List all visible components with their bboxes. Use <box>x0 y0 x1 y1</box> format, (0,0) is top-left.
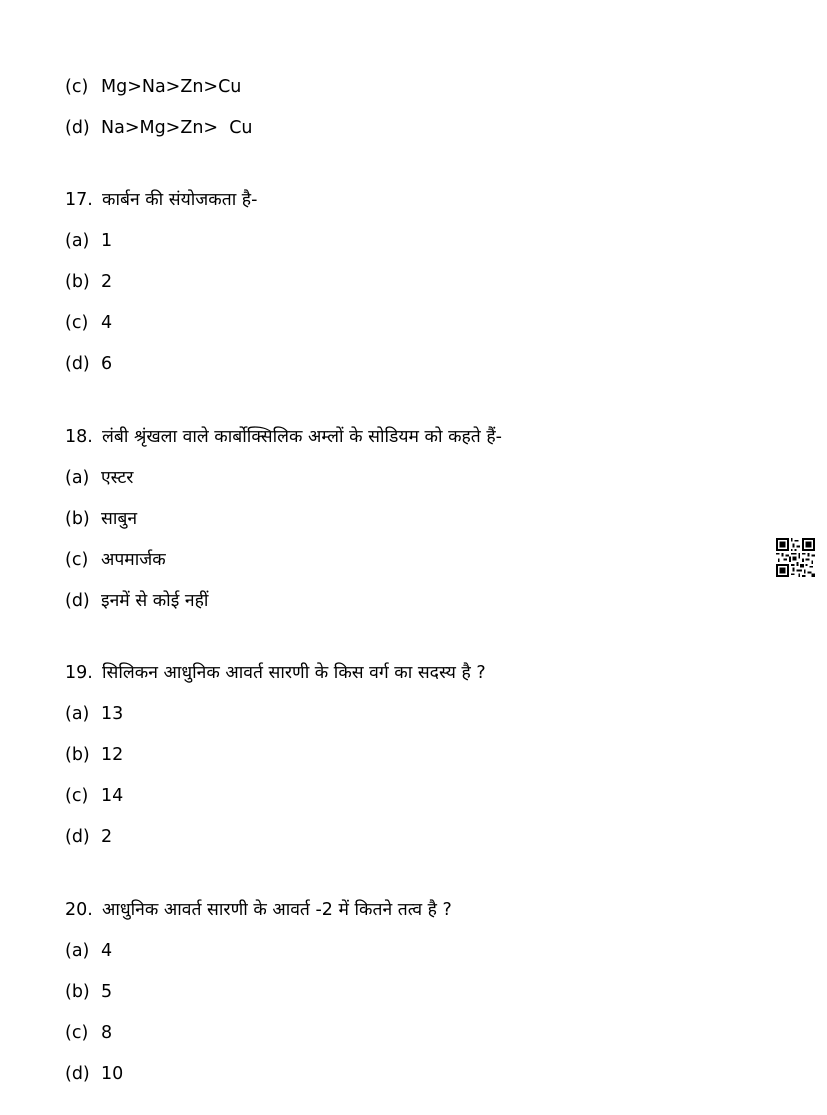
option-label: (c) <box>65 313 89 333</box>
question-text: सिलिकन आधुनिक आवर्त सारणी के किस वर्ग का सदस्य है ? <box>102 663 486 683</box>
option-text: 8 <box>101 1023 113 1043</box>
option-line <box>65 826 112 848</box>
option-label: (b) <box>65 982 90 1002</box>
option-label: (d) <box>65 591 90 611</box>
option-line <box>65 703 123 725</box>
option-label: (c) <box>65 786 89 806</box>
option-label: (c) <box>65 77 89 97</box>
option-text: 13 <box>101 704 124 724</box>
option-line <box>65 312 112 334</box>
option-text: 1 <box>101 231 113 251</box>
option-label: (a) <box>65 704 90 724</box>
question-line <box>65 662 486 684</box>
option-line <box>65 467 133 489</box>
option-label: (a) <box>65 468 90 488</box>
question-text: आधुनिक आवर्त सारणी के आवर्त -2 में कितने तत्व है ? <box>102 900 452 920</box>
question-text: कार्बन की संयोजकता है- <box>102 190 258 210</box>
option-line <box>65 353 112 375</box>
option-text: 12 <box>101 745 124 765</box>
question-text: लंबी श्रृंखला वाले कार्बोक्सिलिक अम्लों के सोडियम को कहते हैं- <box>102 427 502 447</box>
option-line <box>65 785 123 807</box>
option-line <box>65 76 241 98</box>
option-text: 2 <box>101 272 113 292</box>
question-number: 17. <box>65 190 93 210</box>
question-line <box>65 426 502 448</box>
question-number: 19. <box>65 663 93 683</box>
option-text: 5 <box>101 982 113 1002</box>
option-line <box>65 590 208 612</box>
option-label: (c) <box>65 550 89 570</box>
option-line <box>65 230 112 252</box>
option-text: 14 <box>101 786 124 806</box>
option-line <box>65 549 166 571</box>
option-line <box>65 271 112 293</box>
option-text: एस्टर <box>101 468 134 488</box>
question-number: 20. <box>65 900 93 920</box>
question-number: 18. <box>65 427 93 447</box>
option-label: (d) <box>65 354 90 374</box>
option-text: Na>Mg>Zn> Cu <box>101 118 253 138</box>
option-line <box>65 117 253 139</box>
option-line <box>65 1063 123 1085</box>
option-text: 6 <box>101 354 113 374</box>
option-label: (b) <box>65 272 90 292</box>
option-label: (d) <box>65 827 90 847</box>
option-text: Mg>Na>Zn>Cu <box>101 77 242 97</box>
question-line <box>65 189 257 211</box>
question-line <box>65 899 452 921</box>
option-label: (a) <box>65 941 90 961</box>
option-line <box>65 981 112 1003</box>
option-label: (b) <box>65 509 90 529</box>
qr-code-icon <box>776 538 815 577</box>
option-line <box>65 1022 112 1044</box>
option-label: (c) <box>65 1023 89 1043</box>
option-line <box>65 508 137 530</box>
option-text: 10 <box>101 1064 124 1084</box>
option-text: 2 <box>101 827 113 847</box>
option-text: 4 <box>101 313 113 333</box>
option-label: (d) <box>65 118 90 138</box>
option-label: (b) <box>65 745 90 765</box>
option-text: अपमार्जक <box>101 550 166 570</box>
option-text: साबुन <box>101 509 138 529</box>
option-text: 4 <box>101 941 113 961</box>
option-label: (a) <box>65 231 90 251</box>
option-text: इनमें से कोई नहीं <box>101 591 209 611</box>
option-line <box>65 940 112 962</box>
option-line <box>65 744 123 766</box>
option-label: (d) <box>65 1064 90 1084</box>
